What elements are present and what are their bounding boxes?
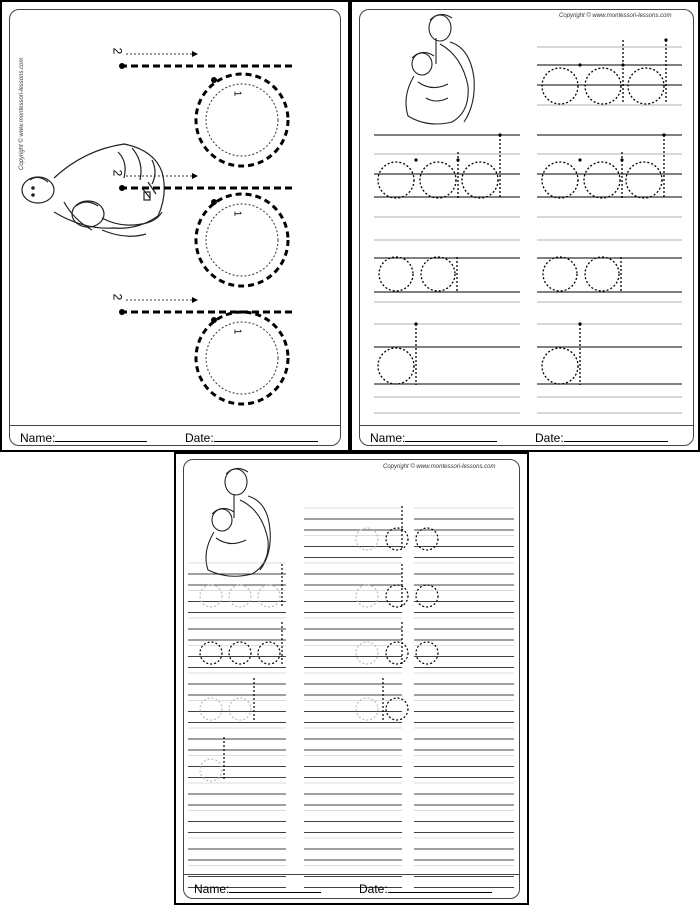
name-label: Name: [370,431,406,445]
name-field [194,882,321,896]
copyright-text: Copyright © www.montessori-lessons.com [559,13,672,19]
copyright-text: Copyright © www.montessori-lessons.com [19,57,25,170]
name-field [370,431,497,445]
date-field [185,431,318,445]
stroke-number-1: 1 [231,90,243,97]
worksheet-3 [174,452,529,905]
date-label: Date: [359,882,388,896]
name-label: Name: [194,882,230,896]
stroke-number-1: 1 [231,210,243,217]
date-field [535,431,668,445]
stroke-number-2: 2 [110,47,125,55]
date-label: Date: [535,431,564,445]
worksheet-1 [0,0,350,452]
date-label: Date: [185,431,214,445]
stroke-number-1: 1 [231,328,243,335]
name-label: Name: [20,431,56,445]
tracing-area-sheet-3 [176,454,531,907]
tracing-area-sheet-1 [2,2,352,454]
stroke-number-2: 2 [110,169,125,177]
copyright-text: Copyright © www.montessori-lessons.com [383,464,496,470]
date-field [359,882,492,896]
stroke-number-2: 2 [110,293,125,301]
worksheet-2 [350,0,700,452]
tracing-area-sheet-2 [352,2,700,454]
name-field [20,431,147,445]
